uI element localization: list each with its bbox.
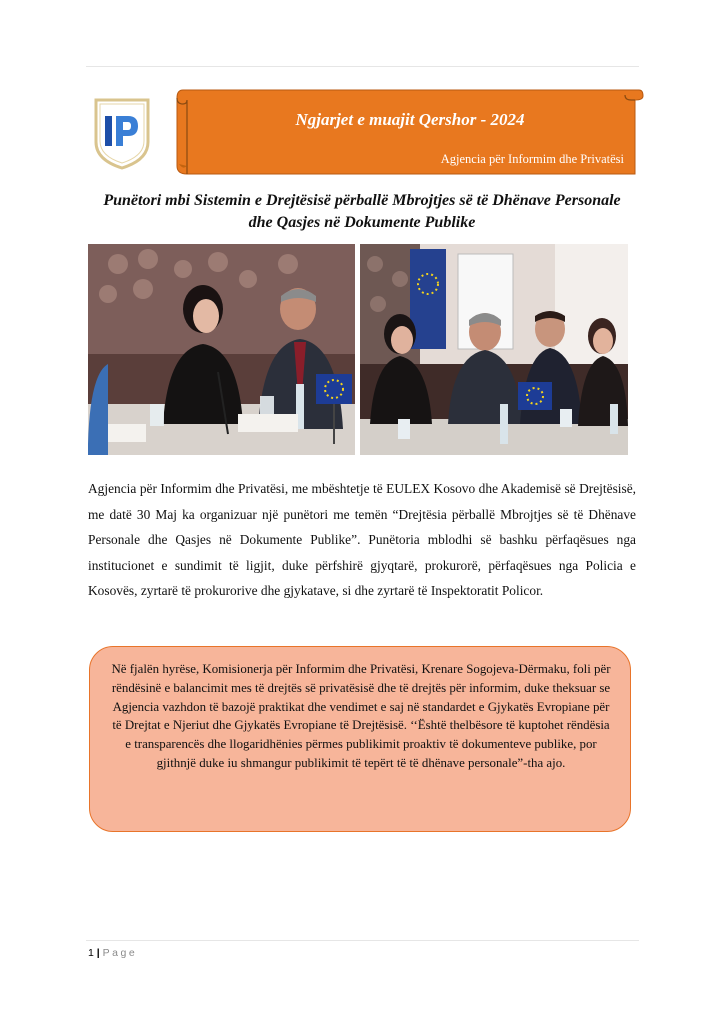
agency-logo bbox=[92, 96, 152, 172]
page-number: 1 bbox=[88, 947, 94, 959]
bottom-rule bbox=[86, 940, 639, 941]
workshop-photo-left bbox=[88, 244, 355, 455]
banner-title: Ngjarjet e muajit Qershor - 2024 bbox=[295, 110, 525, 129]
workshop-photo-right bbox=[360, 244, 628, 455]
article-body: Agjencia për Informim dhe Privatësi, me mbështetje të EULEX Kosovo dhe Akademisë së Drejtësisë, me datë 30 Maj ka organizuar një punëtori me temën “Drejtësia përballë Mbrojtjes së të Dhënave Personale dhe Qasjes në Dokumente Publike”. Punëtoria mblodhi së bashku përfaqësues nga institucionet e sundimit të ligjit, duke përfshirë gjyqtarë, prokurorë, përfaqësues nga Policia e Kosovës, zyrtarë të prokurorive dhe gjykatave, si dhe zyrtarë të Inspektoratit Policor. bbox=[88, 481, 636, 598]
article-title: Punëtori mbi Sistemin e Drejtësisë përballë Mbrojtjes së të Dhënave Personale dhe Qasjes në Dokumente Publike bbox=[103, 192, 621, 231]
quote-text: Në fjalën hyrëse, Komisionerja për Informim dhe Privatësi, Krenare Sogojeva-Dërmaku, foli për rëndësinë e balancimit mes të drejtës së privatësisë dhe të drejtës për informim, duke theksuar se Agjencia vazhdon të bazojë praktikat dhe vendimet e saj në standardet e Gjykatës Evropiane për të Drejtat e Njeriut dhe Gjykatës Evropiane të Drejtësisë. ‘‘Është thelbësore të kuptohet rëndësia e transparencës dhe llogaridhënies përmes publikimit proaktiv të dokumenteve publike, por gjithnjë duke iu shmangur publikimit të tepërt të të dhënave personale”-tha ajo. bbox=[111, 662, 611, 770]
footer-separator: | bbox=[96, 947, 100, 959]
page-label: Page bbox=[102, 947, 138, 959]
banner-subtitle: Agjencia për Informim dhe Privatësi bbox=[440, 152, 624, 166]
page-footer bbox=[88, 947, 137, 959]
top-rule bbox=[86, 66, 639, 67]
